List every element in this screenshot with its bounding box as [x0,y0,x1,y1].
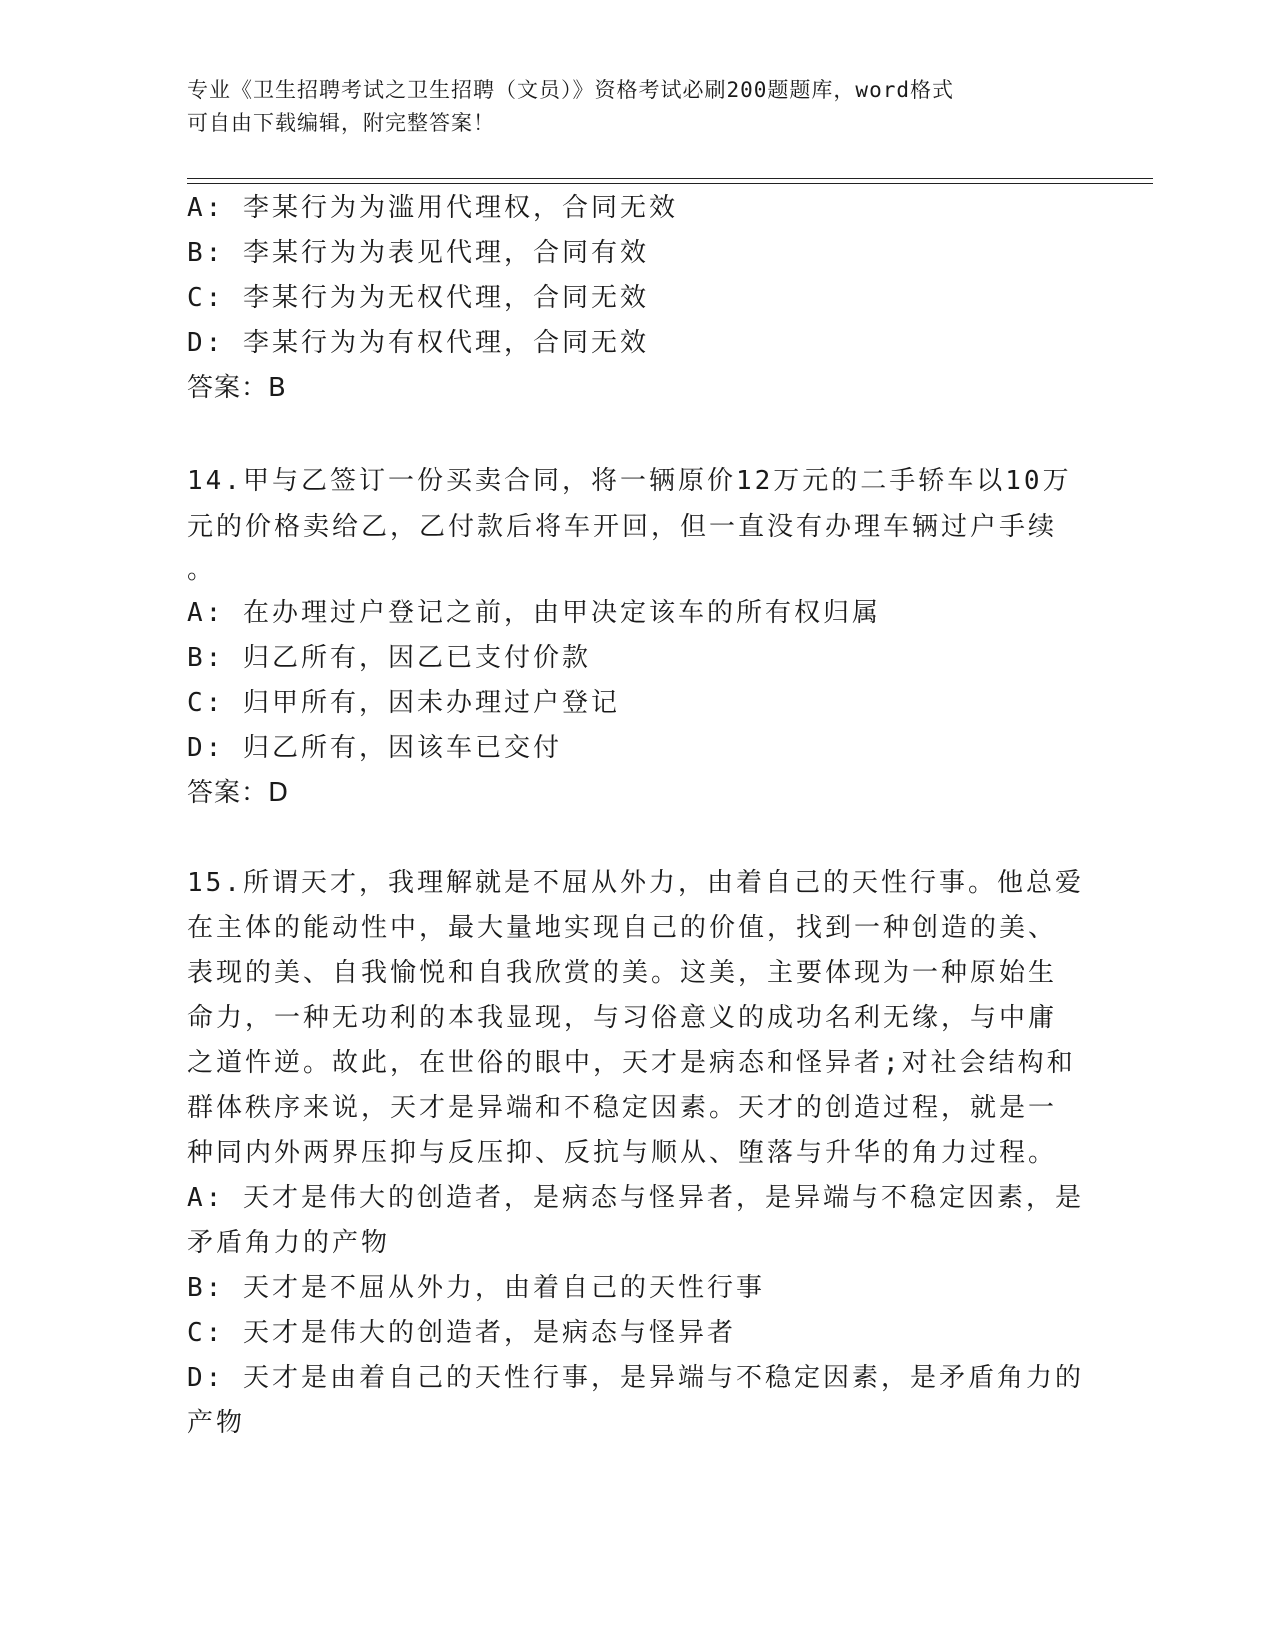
q13-option-b: B: 李某行为为表见代理，合同有效 [187,238,649,268]
q13-option-d: D: 李某行为为有权代理，合同无效 [187,328,649,358]
document-header [187,74,1067,140]
q15-option-a: A: 天才是伟大的创造者，是病态与怪异者，是异端与不稳定因素，是 [187,1183,1084,1213]
header-divider-bottom [187,183,1153,184]
q14-option-d: D: 归乙所有，因该车已交付 [187,733,562,763]
q14-option-a: A: 在办理过户登记之前，由甲决定该车的所有权归属 [187,598,881,628]
q15-option-d: D: 天才是由着自己的天性行事，是异端与不稳定因素，是矛盾角力的 [187,1363,1084,1393]
q13-option-c: C: 李某行为为无权代理，合同无效 [187,283,649,313]
q14-stem-line-3: 。 [187,555,217,585]
q15-stem-line-1: 15.所谓天才，我理解就是不屈从外力，由着自己的天性行事。他总爱 [187,868,1084,898]
q15-option-a-cont: 矛盾角力的产物 [187,1228,391,1258]
q13-answer: 答案：B [187,373,287,403]
header-line-2: 可自由下载编辑，附完整答案！ [187,111,495,135]
q15-stem-line-7: 种同内外两界压抑与反压抑、反抗与顺从、堕落与升华的角力过程。 [187,1138,1058,1168]
q14-option-c: C: 归甲所有，因未办理过户登记 [187,688,620,718]
question-14 [187,458,1087,816]
q14-answer: 答案：D [187,778,290,808]
header-line-1: 专业《卫生招聘考试之卫生招聘（文员）》资格考试必刷200题题库，word格式 [187,78,954,102]
q15-option-c: C: 天才是伟大的创造者，是病态与怪异者 [187,1318,736,1348]
q15-stem-line-2: 在主体的能动性中，最大量地实现自己的价值，找到一种创造的美、 [187,913,1058,943]
question-15 [187,861,1087,1446]
header-divider-top [187,178,1153,179]
q13-option-a: A: 李某行为为滥用代理权，合同无效 [187,193,678,223]
q15-stem-line-6: 群体秩序来说，天才是异端和不稳定因素。天才的创造过程，就是一 [187,1093,1058,1123]
q15-stem-line-4: 命力，一种无功利的本我显现，与习俗意义的成功名利无缘，与中庸 [187,1003,1058,1033]
q14-stem-line-1: 14.甲与乙签订一份买卖合同，将一辆原价12万元的二手轿车以10万 [187,466,1072,496]
q15-stem-line-5: 之道忤逆。故此，在世俗的眼中，天才是病态和怪异者;对社会结构和 [187,1048,1076,1078]
q15-option-b: B: 天才是不屈从外力，由着自己的天性行事 [187,1273,765,1303]
q14-option-b: B: 归乙所有，因乙已支付价款 [187,643,591,673]
q15-stem-line-3: 表现的美、自我愉悦和自我欣赏的美。这美，主要体现为一种原始生 [187,958,1058,988]
question-13 [187,186,1087,411]
q14-stem-line-2: 元的价格卖给乙，乙付款后将车开回，但一直没有办理车辆过户手续 [187,512,1058,542]
q15-option-d-cont: 产物 [187,1408,246,1438]
